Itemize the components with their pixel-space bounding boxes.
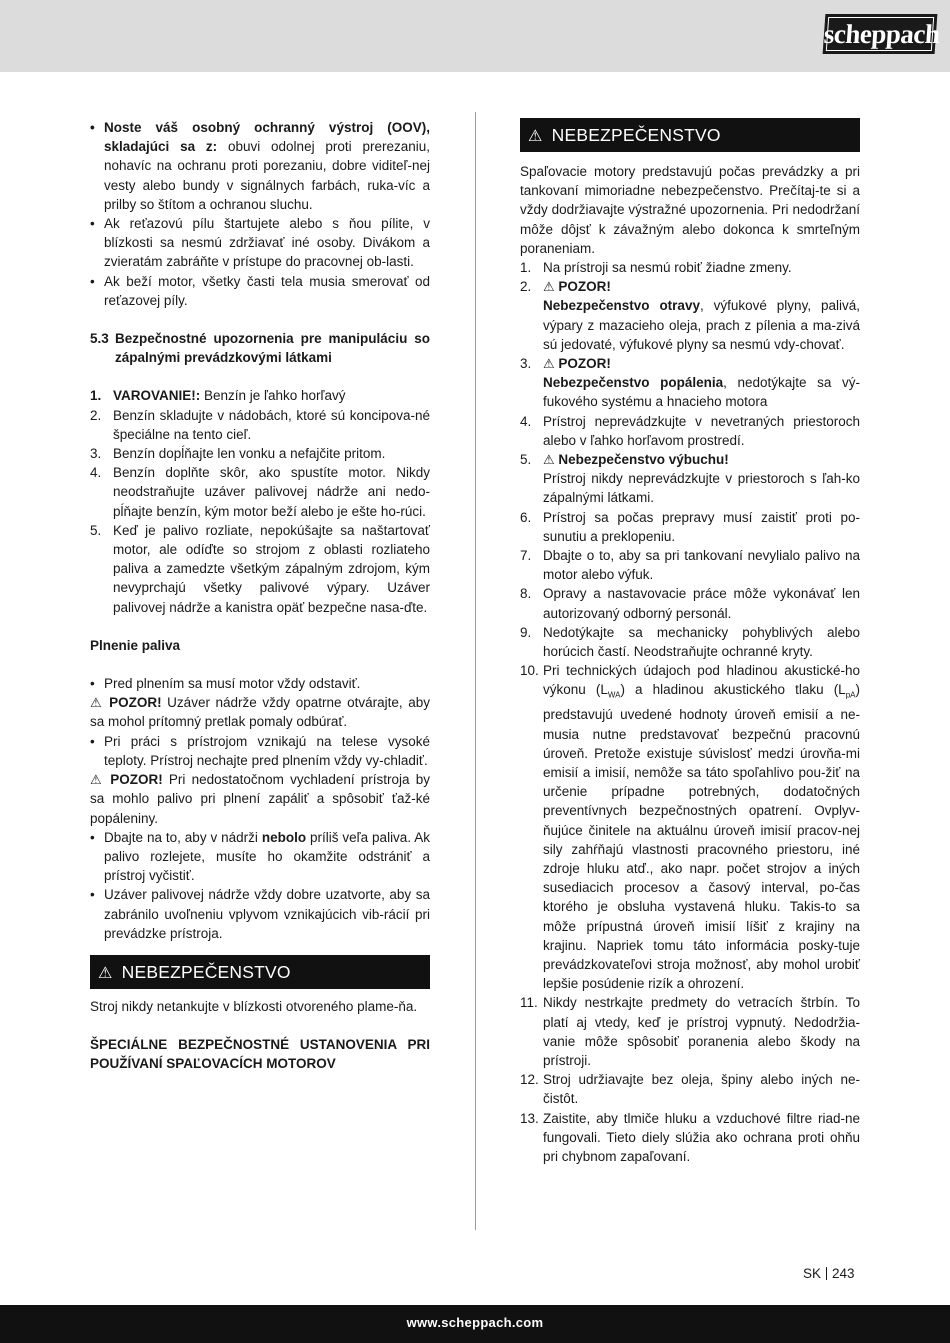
footer-bar [0,1305,950,1343]
list-item [90,386,430,405]
item-number: 8. [520,586,532,602]
caution-paragraph [90,770,430,828]
list-item [90,406,430,444]
fuel-heading: Plnenie paliva [90,637,181,653]
danger-label: NEBEZPEČENSTVO [551,125,721,145]
section-title: Bezpečnostné upozornenia pre manipuláciu so zápalnými prevádzkovými látkami [115,331,430,366]
ppe-text: obuvi odolnej proti prerezaniu, nohavíc na ochranu proti porezaniu, dobre viditeľ-nej vesty alebo bundy v signálnych farbách, ruka-víc a prilby so štítom a ochranou sluchu. [104,139,430,212]
item-text: Benzín je ľahko horľavý [200,388,346,404]
subscript: WA [607,691,621,701]
warning-icon: ⚠ [528,128,543,145]
warning-icon: ⚠ [98,964,113,982]
list-item [90,444,430,463]
item-text: Benzín doplňte skôr, ako spustíte motor. Nikdy neodstraňujte uzáver palivovej nádrže ani nedo-pĺňajte benzín, kým motor beží alebo je ešte ho-rúci. [113,465,430,519]
list-item [520,508,860,546]
item-number: 5. [90,522,102,538]
left-column [90,118,430,1074]
item-text: Nikdy nestrkajte predmety do vetracích štrbín. To platí aj vtedy, keď je prístroj vypnutý. Nedodržia-vanie môže spôsobiť poranenia alebo škody na prístroji. [543,995,860,1069]
item-text: Keď je palivo rozliate, nepokúšajte sa naštartovať motor, ale odíďte so strojom z oblasti rozliateho paliva a zamedzte všetkým zápalným zdrojom, kým nevyprchajú všetky palivové výpary. Uzáver palivovej nádrže a kanistra opäť bezpečne nasa-ďte. [113,522,430,615]
caution-paragraph [90,693,430,731]
danger-label: NEBEZPEČENSTVO [121,961,291,982]
list-item: • Uzáver palivovej nádrže vždy dobre uzatvorte, aby sa zabránilo uvoľneniu vplyvom vznikajúcich vib-rácií pri prevádzke prístroja. [90,885,430,943]
list-item: • Ak beží motor, všetky časti tela musia smerovať od reťazovej píly. [90,272,430,310]
warning-icon: ⚠ [90,695,104,711]
list-item [520,623,860,661]
ppe-heading: Noste váš osobný ochranný výstroj (OOV), skladajúci sa z: [104,120,430,155]
danger-banner [520,118,860,152]
warning-icon: ⚠ [90,772,105,788]
item-number: 5. [520,452,532,468]
list-item [90,828,430,886]
item-number: 2. [520,279,532,295]
list-item [520,277,860,354]
item-text: , výfukové plyny, palivá, výpary z mazacieho oleja, prach z pílenia a ma-zivá sú jedovaté, výfukové plyny sa nesmú vdy-chovať. [543,298,860,352]
list-item: • Ak reťazovú pílu štartujete alebo s ňou pílite, v blízkosti sa nesmú zdržiavať iné osoby. Divákom a zvieratám zabráňte v prístupe do pracovnej ob-lasti. [90,214,430,272]
item-text: Benzín dopĺňajte len vonku a nefajčite pritom. [113,446,386,462]
caution-text: Uzáver nádrže vždy opatrne otvárajte, aby sa mohol prítomný pretlak pomaly odbúrať. [90,695,430,730]
warning-label: VAROVANIE!: [113,388,201,404]
section-number: 5.3 [90,331,109,347]
item-number: 3. [90,446,102,462]
list-item [520,661,860,993]
item-number: 11. [520,995,538,1011]
item-text: Dbajte o to, aby sa pri tankovaní nevylialo palivo na motor alebo výfuk. [543,548,860,583]
warning-icon: ⚠ [543,356,555,372]
list-item [520,412,860,450]
list-item [520,450,860,508]
hazard-label: Nebezpečenstvo otravy [543,298,700,314]
item-text: Nedotýkajte sa mechanicky pohyblivých alebo horúcich častí. Neodstraňujte ochranné kryty. [543,624,860,660]
item-number: 12. [520,1072,539,1088]
hazard-label: Nebezpečenstvo výbuchu! [558,452,729,468]
item-text: Prístroj nikdy neprevádzkujte v priestoroch s ľah-ko zápalnými látkami. [543,471,860,506]
item-text: Opravy a nastavovacie práce môže vykonávať len autorizovaný odborný personál. [543,586,860,621]
caution-label: POZOR! [110,772,163,788]
caution-label: POZOR! [558,279,611,295]
warning-icon: ⚠ [543,279,555,295]
separator [826,1267,827,1280]
intro-paragraph: Spaľovacie motory predstavujú počas prevádzky a pri tankovaní mimoriadne nebezpečenstvo. Prečítaj-te si a vždy dodržiavajte výstražné upozornenia. Pri nedodržaní môže dôjsť k závažným alebo dokonca k smrteľným poraneniam. [520,164,860,256]
item-number: 6. [520,509,532,525]
item-text: ) a hladinou akustického tlaku (L [620,682,846,698]
caution-label: POZOR! [558,356,611,372]
list-item: • Pri práci s prístrojom vznikajú na telese vysoké teploty. Prístroj nechajte pred plnením vždy vy-chladiť. [90,732,430,770]
list-item: • Pred plnením sa musí motor vždy odstaviť. [90,674,430,693]
item-number: 13. [520,1110,539,1126]
warning-icon: ⚠ [543,452,555,468]
subscript: pA [845,691,856,701]
page-num: 243 [832,1266,855,1281]
column-divider [475,112,476,1230]
item-text: Na prístroji sa nesmú robiť žiadne zmeny. [543,260,792,276]
header-bar [0,0,950,72]
list-item [520,1070,860,1108]
item-text: príliš veľa paliva. Ak palivo rozlejete, musíte ho okamžite odstrániť a prístroj vyčistiť. [104,829,430,884]
language-code: SK [803,1266,822,1281]
item-number: 9. [520,624,532,640]
list-item [520,546,860,584]
caution-label: POZOR! [109,695,162,711]
emphasis: nebolo [261,829,307,845]
item-number: 10. [520,663,539,679]
item-number: 7. [520,548,532,564]
item-text: , nedotýkajte sa vý-fukového systému a hnacieho motora [543,375,860,410]
section-heading [90,329,430,367]
hazard-label: Nebezpečenstvo popálenia [543,375,724,391]
item-text: Pri technických údajoch pod hladinou akustické-ho výkonu (L [543,663,860,698]
list-item [90,118,430,214]
website-link[interactable]: www.scheppach.com [406,1315,544,1330]
list-item [520,993,860,1070]
brand-logo: scheppach [823,14,938,54]
item-number: 4. [90,465,102,481]
special-heading: ŠPECIÁLNE BEZPEČNOSTNÉ USTANOVENIA PRI POUŽÍVANÍ SPAĽOVACÍCH MOTOROV [90,1037,430,1072]
list-item [520,584,860,622]
item-number: 2. [90,407,102,423]
item-text: Zaistite, aby tlmiče hluku a vzduchové filtre riad-ne fungovali. Tieto diely slúžia ako ochrana proti ohňu pri chybnom zapaľovaní. [543,1110,860,1165]
item-text: Dbajte na to, aby v nádrži [104,829,262,845]
right-column [520,118,860,1166]
page-number [803,1266,855,1282]
list-item [520,258,860,277]
item-text: ) predstavujú uvedené hodnoty úroveň emisií a ne-musia nutne predstavovať bezpečnú pracovnú úroveň. Pretože existuje súvislosť medzi úrovňa-mi emisií a imisií, nemôže sa táto spoľahlivo pou-žiť na určenie prípadne potrebných, dodatočných preventívnych bezpečnostných opatrení. Ovplyv-ňujúce činitele na aktuálnu úroveň imisií pracov-nej sily zahŕňajú vlastnosti pracovného priestoru, iné zdroje hluku atď., ako napr. počet strojov a iných susediacich procesov a časový interval, po-čas ktorého je obsluha vystavená hluku. Takis-to sa môže prípustná úroveň imisií líšiť z krajiny na krajinu. Napriek tomu táto informácia posky-tuje prevádzkovateľovi stroja možnosť, aby mohol urobiť lepšie posúdenie rizík a ohrození. [543,682,860,992]
item-text: Prístroj neprevádzkujte v nevetraných priestoroch alebo v ľahko horľavom prostredí. [543,413,860,448]
item-text: Benzín skladujte v nádobách, ktoré sú koncipova-né špeciálne na tento cieľ. [113,407,430,442]
caution-text: Pri nedostatočnom vychladení prístroja by sa mohlo palivo pri plnení zapáliť a spôsobiť ťaž-ké popáleniny. [90,772,430,826]
list-item [520,1109,860,1167]
item-text: Prístroj sa počas prepravy musí zaistiť proti po-sunutiu a preklopeniu. [543,509,860,544]
item-number: 4. [520,413,532,429]
item-number: 1. [90,388,102,404]
item-number: 1. [520,260,532,276]
item-text: Stroj udržiavajte bez oleja, špiny alebo iných ne-čistôt. [543,1072,860,1107]
list-item [90,521,430,617]
danger-banner [90,955,430,989]
item-number: 3. [520,356,532,372]
list-item [520,354,860,412]
danger-text: Stroj nikdy netankujte v blízkosti otvoreného plame-ňa. [90,998,418,1014]
list-item [90,463,430,521]
